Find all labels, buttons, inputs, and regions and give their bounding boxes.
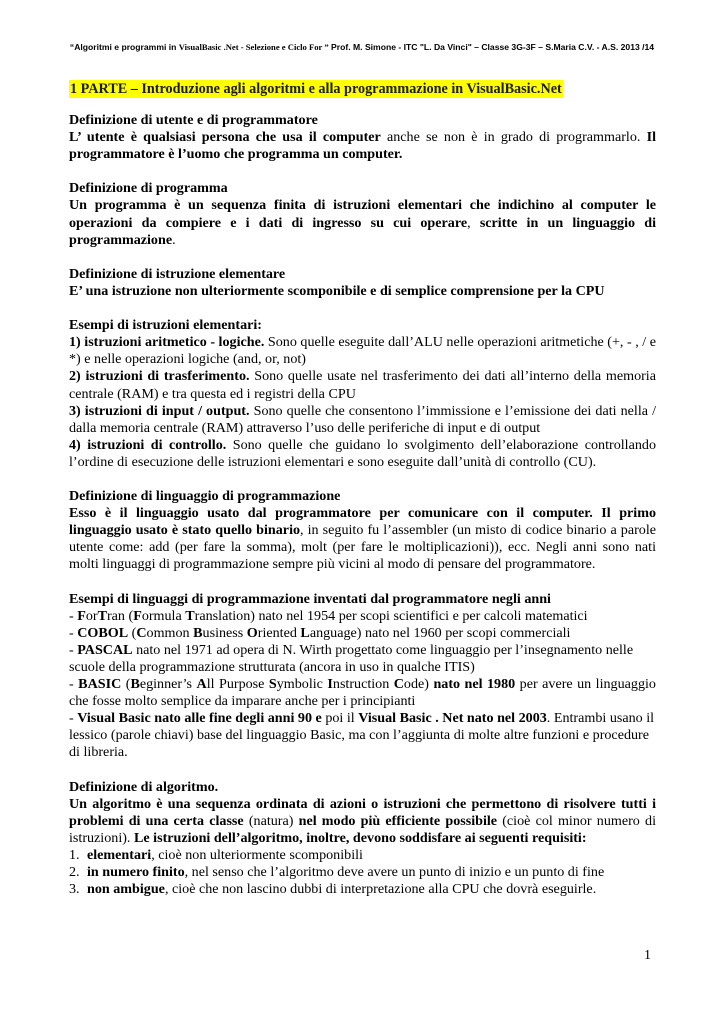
list-item-requisito-2: 2. in numero finito, nel senso che l’algoritmo deve avere un punto di inizio e un punto di fine — [69, 864, 605, 881]
list-item-cobol: - COBOL (Common Business Oriented Language) nato nel 1960 per scopi commerciali — [69, 624, 571, 641]
list-item-istruzioni-io: 3) istruzioni di input / output. Sono quelle che consentono l’immissione e l’emissione dei dati nella / dalla memoria centrale (RAM) attraverso l’uso delle periferiche di input e di output — [69, 402, 656, 436]
paragraph-utente: L’ utente è qualsiasi persona che usa il computer anche se non è in grado di programmarlo. Il programmatore è l’uomo che programma un computer. — [69, 129, 656, 163]
list-item-basic: - BASIC (Beginner’s All Purpose Symbolic Instruction Code) nato nel 1980 per avere un linguaggio che fosse molto semplice da imparare anche per i principianti — [69, 676, 656, 710]
list-item-pascal: - PASCAL nato nel 1971 ad opera di N. Wirth progettato come linguaggio per l’insegnamento nelle scuole della programmazione strutturata (ancora in uso in qualche ITIS) — [69, 641, 634, 675]
section-heading-linguaggio: Definizione di linguaggio di programmazione — [69, 488, 341, 505]
page-number: 1 — [644, 948, 651, 963]
section-heading-esempi-linguaggi: Esempi di linguaggi di programmazione inventati dal programmatore negli anni — [69, 590, 551, 607]
paragraph-algoritmo: Un algoritmo è una sequenza ordinata di azioni o istruzioni che permettono di risolvere tutti i problemi di una certa classe (natura) nel modo più efficiente possibile (cioè col minor numero di istruzioni). Le istruzioni dell’algoritmo, inoltre, devono soddisfare ai seguenti requisiti: — [69, 795, 656, 846]
section-heading-esempi-istruzioni: Esempi di istruzioni elementari: — [69, 317, 262, 334]
header-part-3: Prof. M. Simone - ITC "L. Da Vinci" – Classe 3G-3F – S.Maria C.V. - A.S. 2013 /14 — [328, 42, 655, 52]
paragraph-linguaggio: Esso è il linguaggio usato dal programmatore per comunicare con il computer. Il primo linguaggio usato è stato quello binario, in seguito fu l’assembler (un misto di codice binario a parole utente come: add (per fare la somma), molt (per fare le moltiplicazioni)), ecc. Negli anni sono nati molti linguaggi di programmazione sempre più vicini al modo di pensare del programmatore. — [69, 505, 656, 573]
section-heading-utente: Definizione di utente e di programmatore — [69, 112, 318, 128]
document-body — [69, 112, 656, 898]
list-item-istruzioni-aritmetiche: 1) istruzioni aritmetico - logiche. Sono quelle eseguite dall’ALU nelle operazioni aritmetiche (+, - , / e *) e nelle operazioni logiche (and, or, not) — [69, 334, 656, 368]
list-item-requisito-3: 3. non ambigue, cioè che non lascino dubbi di interpretazione alla CPU che dovrà eseguirle. — [69, 881, 597, 898]
list-item-requisito-1: 1. elementari, cioè non ulteriormente scomponibili — [69, 847, 363, 864]
paragraph-programma: Un programma è un sequenza finita di istruzioni elementari che indichino al computer le operazioni da compiere e i dati di ingresso su cui operare, scritte in un linguaggio di programmazione. — [69, 197, 656, 248]
list-item-istruzioni-trasferimento: 2) istruzioni di trasferimento. Sono quelle usate nel trasferimento dei dati all’interno della memoria centrale (RAM) e tra questa ed i registri della CPU — [69, 368, 656, 402]
section-heading-algoritmo: Definizione di algoritmo. — [69, 778, 219, 795]
section-heading-istruzione: Definizione di istruzione elementare — [69, 265, 286, 282]
header-part-2: VisualBasic .Net - Selezione e Ciclo For ” — [178, 42, 329, 52]
page-title: 1 PARTE – Introduzione agli algoritmi e alla programmazione in VisualBasic.Net — [70, 81, 562, 97]
running-header — [56, 42, 668, 52]
list-item-istruzioni-controllo: 4) istruzioni di controllo. Sono quelle che guidano lo svolgimento dell’elaborazione controllando l’ordine di esecuzione delle istruzioni elementari e sono eseguite dall’unità di controllo (CU). — [69, 436, 656, 470]
section-heading-programma: Definizione di programma — [69, 180, 228, 197]
list-item-visual-basic: - Visual Basic nato alle fine degli anni 90 e poi il Visual Basic . Net nato nel 2003. Entrambi usano il lessico (parole chiavi) base del linguaggio Basic, ma con l’aggiunta di molte altre funzioni e procedure di libreria. — [69, 710, 655, 761]
list-item-fortran: - ForTran (Formula Translation) nato nel 1954 per scopi scientifici e per calcoli matematici — [69, 607, 588, 624]
paragraph-istruzione: E’ una istruzione non ulteriormente scomponibile e di semplice comprensione per la CPU — [69, 282, 605, 299]
header-part-1: “Algoritmi e programmi in — [69, 42, 179, 52]
